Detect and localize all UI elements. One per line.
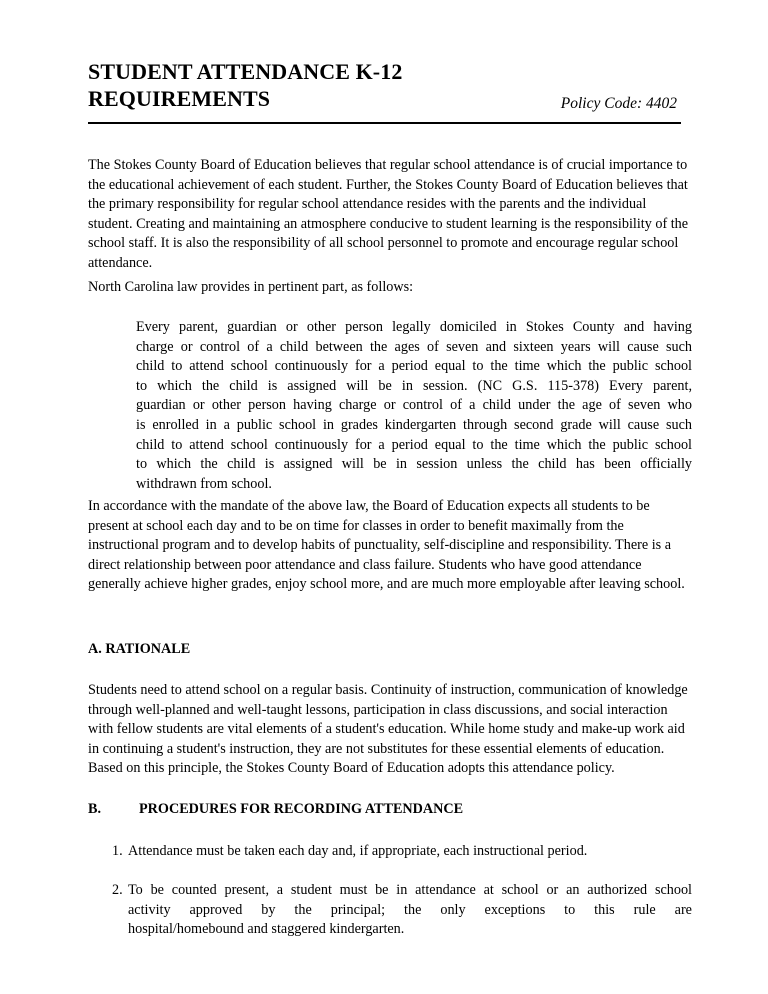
list-item-line: To be counted present, a student must be in attendance at school or an authorized school [128, 882, 692, 898]
rationale-paragraph: Students need to attend school on a regular basis. Continuity of instruction, communication of knowledge through well-planned and well-taught lessons, participation in class discussions, and social interaction with fellow students are vital elements of a student's education. While home study and make-up work aid in continuing a student's instruction, they are not substitutes for these essential elements of education. Based on this principle, the Stokes County Board of Education adopts this attendance policy. [88, 682, 688, 777]
list-item [112, 881, 692, 941]
quote-line: child to attend school continuously for a period equal to the time which the public school [136, 436, 692, 453]
list-item-number: 1. [112, 843, 123, 859]
quote-line: charge or control of a child between the ages of seven and sixteen years will cause such [136, 338, 692, 355]
quote-line: to which the child is assigned will be in session. (NC G.S. 115-378) Every parent, [136, 377, 692, 394]
quote-line: child to attend school continuously for a period equal to the time which the public school [136, 358, 692, 375]
section-b-title: PROCEDURES FOR RECORDING ATTENDANCE [139, 801, 464, 817]
quote-line: guardian or other person having charge or control of a child under the age of seven who [136, 397, 692, 414]
list-item-text: Attendance must be taken each day and, if appropriate, each instructional period. [128, 843, 588, 859]
document-header [88, 58, 681, 124]
list-item-line: activity approved by the principal; the only exceptions to this rule are [128, 901, 692, 918]
quote-line: Every parent, guardian or other person legally domiciled in Stokes County and having [136, 319, 692, 335]
list-item-text [128, 881, 692, 940]
quote-line: to which the child is assigned will be in session unless the child has been officially [136, 456, 692, 473]
title-line-2: REQUIREMENTS [88, 86, 271, 111]
quote-line: is enrolled in a public school in grades kindergarten through second grade will cause such [136, 416, 692, 433]
section-b-letter: B. [88, 801, 102, 817]
quote-line: withdrawn from school. [136, 475, 272, 492]
section-a-heading: A. RATIONALE [88, 641, 191, 657]
intro-paragraph: The Stokes County Board of Education believes that regular school attendance is of crucial importance to the educational achievement of each student. Further, the Stokes County Board of Education believes that the primary responsibility for regular school attendance resides with the parents and the individual student. Creating and maintaining an atmosphere conducive to student learning is the responsibility of the school staff. It is also the responsibility of all school personnel to promote and encourage regular school attendance. [88, 157, 689, 271]
mandate-paragraph: In accordance with the mandate of the above law, the Board of Education expects all students to be present at school each day and to be on time for classes in order to benefit maximally from the instructional program and to develop habits of punctuality, self-discipline and responsibility. There is a direct relationship between poor attendance and class failure. Students who have good attendance generally achieve higher grades, enjoy school more, and are much more employable after leaving school. [88, 498, 685, 593]
law-intro-paragraph: North Carolina law provides in pertinent part, as follows: [88, 279, 414, 295]
statute-quote [136, 318, 692, 494]
list-item [112, 842, 692, 862]
list-item-line: hospital/homebound and staggered kindergarten. [128, 921, 405, 938]
list-item-number: 2. [112, 882, 123, 898]
document-title [88, 58, 402, 112]
title-line-1: STUDENT ATTENDANCE K-12 [88, 59, 403, 84]
policy-code: Policy Code: 4402 [560, 95, 677, 112]
